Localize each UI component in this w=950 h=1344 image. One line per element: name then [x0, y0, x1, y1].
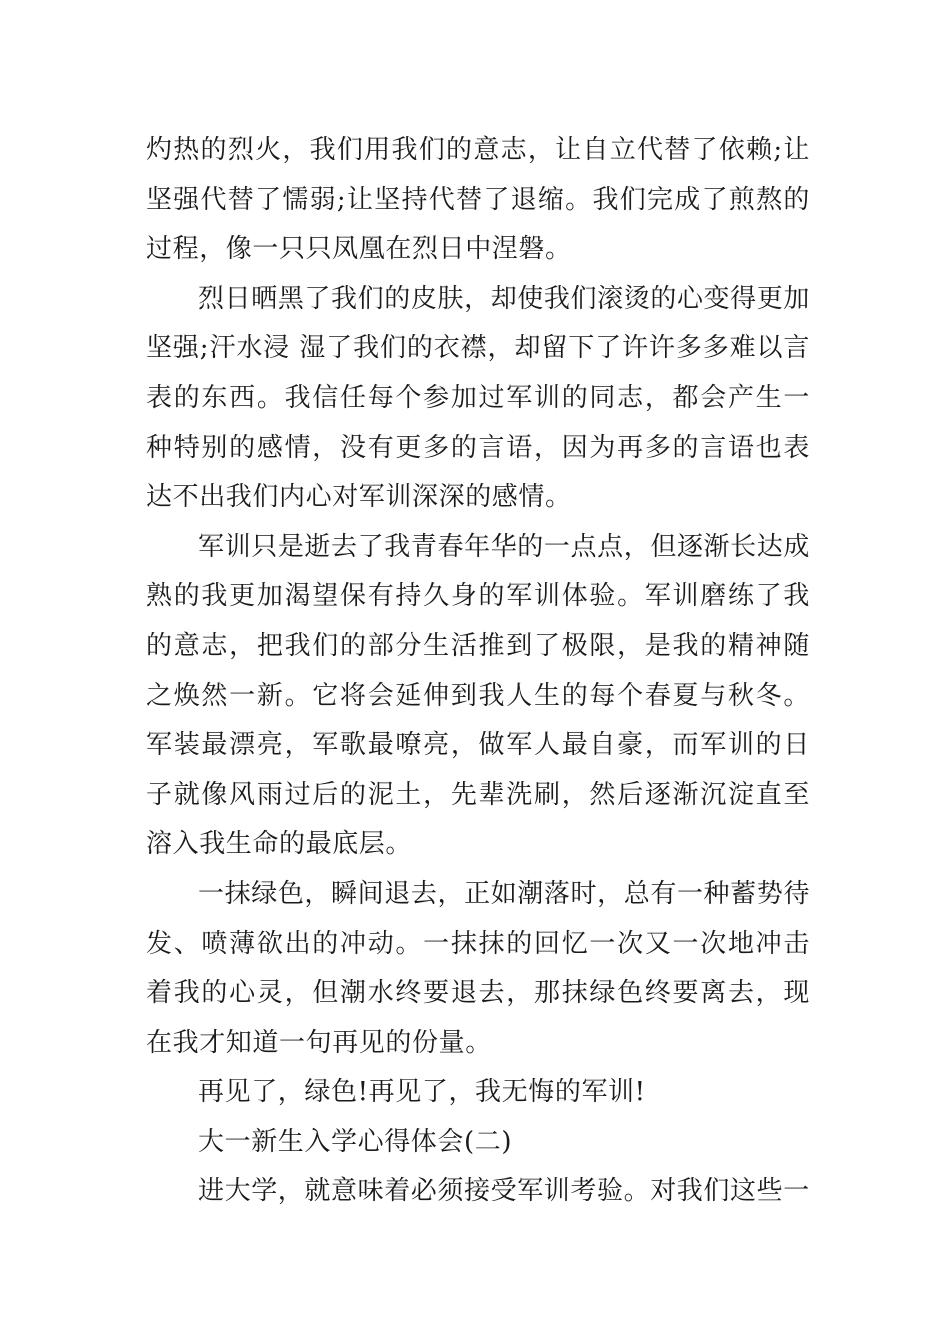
paragraph-university: 进大学，就意味着必须接受军训考验。对我们这些一	[198, 1176, 810, 1207]
document-body	[146, 126, 810, 1217]
paragraph-farewell: 再见了，绿色!再见了，我无悔的军训!	[198, 1077, 646, 1108]
paragraph-youth: 军训只是逝去了我青春年华的一点点，但逐渐长达成熟的我更加渴望保有持久身的军训体验。军训磨练了我的意志，把我们的部分生活推到了极限，是我的精神随之焕然一新。它将会延伸到我人生的每个春夏与秋冬。军装最漂亮，军歌最嘹亮，做军人最自豪，而军训的日子就像风雨过后的泥土，先辈洗刷，然后逐渐沉淀直至溶入我生命的最底层。	[146, 531, 810, 860]
paragraph-green: 一抹绿色，瞬间退去，正如潮落时，总有一种蓄势待发、喷薄欲出的冲动。一抹抹的回忆一次又一次地冲击着我的心灵，但潮水终要退去，那抹绿色终要离去，现在我才知道一句再见的份量。	[146, 878, 810, 1058]
paragraph-continuation: 灼热的烈火，我们用我们的意志，让自立代替了依赖;让坚强代替了懦弱;让坚持代替了退缩。我们完成了煎熬的过程，像一只只凤凰在烈日中涅磐。	[146, 135, 810, 265]
section-title: 大一新生入学心得体会(二)	[198, 1126, 513, 1157]
paragraph-sunburn: 烈日晒黑了我们的皮肤，却使我们滚烫的心变得更加坚强;汗水浸 湿了我们的衣襟，却留下了许许多多难以言表的东西。我信任每个参加过军训的同志，都会产生一种特别的感情，没有更多的言语，因为再多的言语也表达不出我们内心对军训深深的感情。	[146, 283, 810, 513]
